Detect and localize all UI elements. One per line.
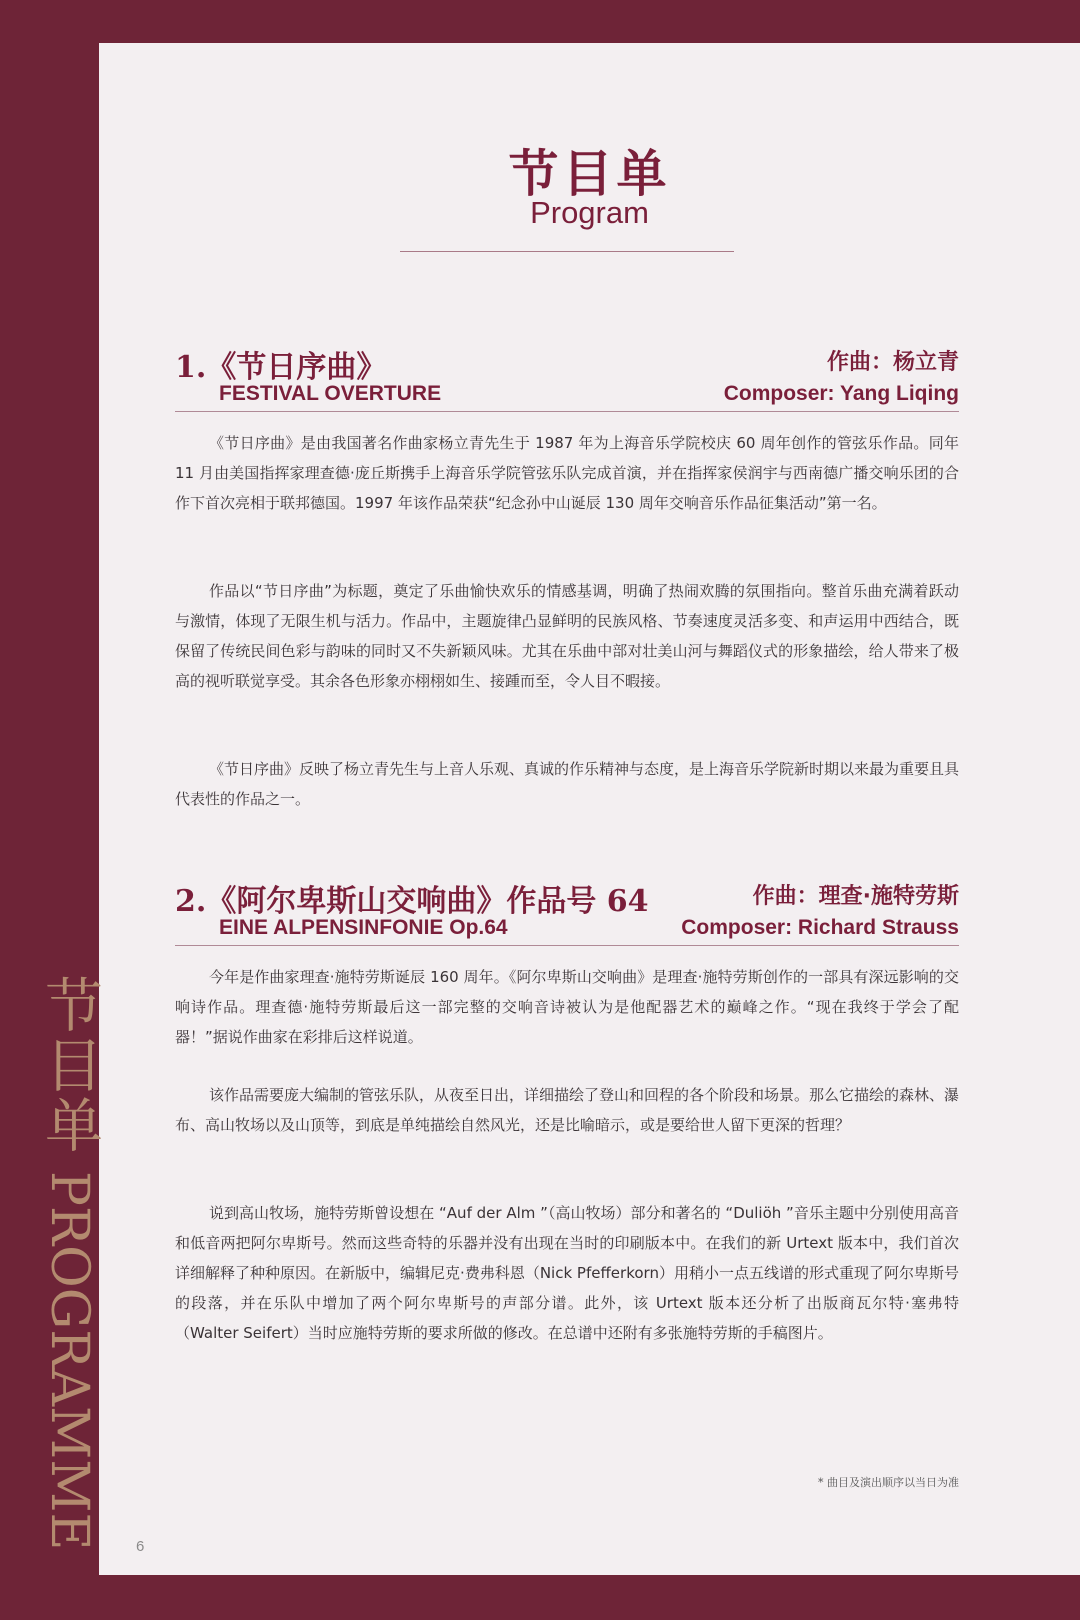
side-title-cn: 节目单 (35, 975, 103, 1155)
piece-2-composer-cn: 作曲：理查·施特劳斯 (752, 884, 959, 909)
piece-2-divider (175, 945, 959, 946)
piece-1-title: 1.《节日序曲》 (175, 350, 387, 385)
piece-2-composer-en: Composer: Richard Strauss (681, 916, 959, 939)
piece-1-paragraph-1: 《节日序曲》是由我国著名作曲家杨立青先生于 1987 年为上海音乐学院校庆 60 周年创作的管弦乐作品。同年 11 月由美国指挥家理查德·庞丘斯携手上海音乐学院管弦乐队完成首演，并在指挥家侯润宇与西南德广播交响乐团的合作下首次亮相于联邦德国。1997 年该作品荣获“纪念孙中山诞辰 130 周年交响音乐作品征集活动”第一名。 (175, 434, 959, 512)
piece-2-paragraph-3: 说到高山牧场，施特劳斯曾设想在 “Auf der Alm ”（高山牧场）部分和著名的 “Duliöh ”音乐主题中分别使用高音和低音两把阿尔卑斯号。然而这些奇特的乐器并没有出现在当时的印刷版本中。在我们的新 Urtext 版本中，我们首次详细解释了种种原因。在新版中，编辑尼克·费弗科恩（Nick Pfefferkorn）用稍小一点五线谱的形式重现了阿尔卑斯号的段落，并在乐队中增加了两个阿尔卑斯号的声部分谱。此外，该 Urtext 版本还分析了出版商瓦尔特·塞弗特（Walter Seifert）当时应施特劳斯的要求所做的修改。在总谱中还附有多张施特劳斯的手稿图片。 (175, 1204, 959, 1342)
piece-2-paragraph-1: 今年是作曲家理查·施特劳斯诞辰 160 周年。《阿尔卑斯山交响曲》是理查·施特劳斯创作的一部具有深远影响的交响诗作品。理查德·施特劳斯最后这一部完整的交响音诗被认为是他配器艺术的巅峰之作。“现在我终于学会了配器！”据说作曲家在彩排后这样说道。 (175, 968, 959, 1046)
piece-1-paragraph-3: 《节日序曲》反映了杨立青先生与上音人乐观、真诚的作乐精神与态度，是上海音乐学院新时期以来最为重要且具代表性的作品之一。 (175, 760, 960, 808)
piece-1-divider (175, 411, 959, 412)
piece-1-title-en: FESTIVAL OVERTURE (219, 382, 442, 405)
page-number: 6 (136, 1538, 145, 1555)
piece-2-title: 2.《阿尔卑斯山交响曲》作品号 64 (175, 884, 649, 919)
side-title-en: PROGRAMME (39, 1171, 99, 1551)
piece-1-paragraph-2: 作品以“节日序曲”为标题，奠定了乐曲愉快欢乐的情感基调，明确了热闹欢腾的氛围指向。整首乐曲充满着跃动与激情，体现了无限生机与活力。作品中，主题旋律凸显鲜明的民族风格、节奏速度灵活多变、和声运用中西结合，既保留了传统民间色彩与韵味的同时又不失新颖风味。尤其在乐曲中部对壮美山河与舞蹈仪式的形象描绘，给人带来了极高的视听联觉享受。其余各色形象亦栩栩如生、接踵而至，令人目不暇接。 (175, 582, 959, 690)
footnote: * 曲目及演出顺序以当日为准 (818, 1476, 959, 1489)
piece-1-composer-cn: 作曲：杨立青 (826, 350, 959, 375)
page-subtitle: Program (530, 195, 649, 230)
piece-2-title-en: EINE ALPENSINFONIE Op.64 (219, 916, 508, 939)
page-title: 节目单 (508, 144, 671, 203)
title-divider (400, 251, 734, 252)
side-title (35, 975, 103, 1551)
piece-2-paragraph-2: 该作品需要庞大编制的管弦乐队，从夜至日出，详细描绘了登山和回程的各个阶段和场景。那么它描绘的森林、瀑布、高山牧场以及山顶等，到底是单纯描绘自然风光，还是比喻暗示，或是要给世人留下更深的哲理？ (175, 1086, 960, 1134)
piece-1-composer-en: Composer: Yang Liqing (723, 382, 959, 405)
